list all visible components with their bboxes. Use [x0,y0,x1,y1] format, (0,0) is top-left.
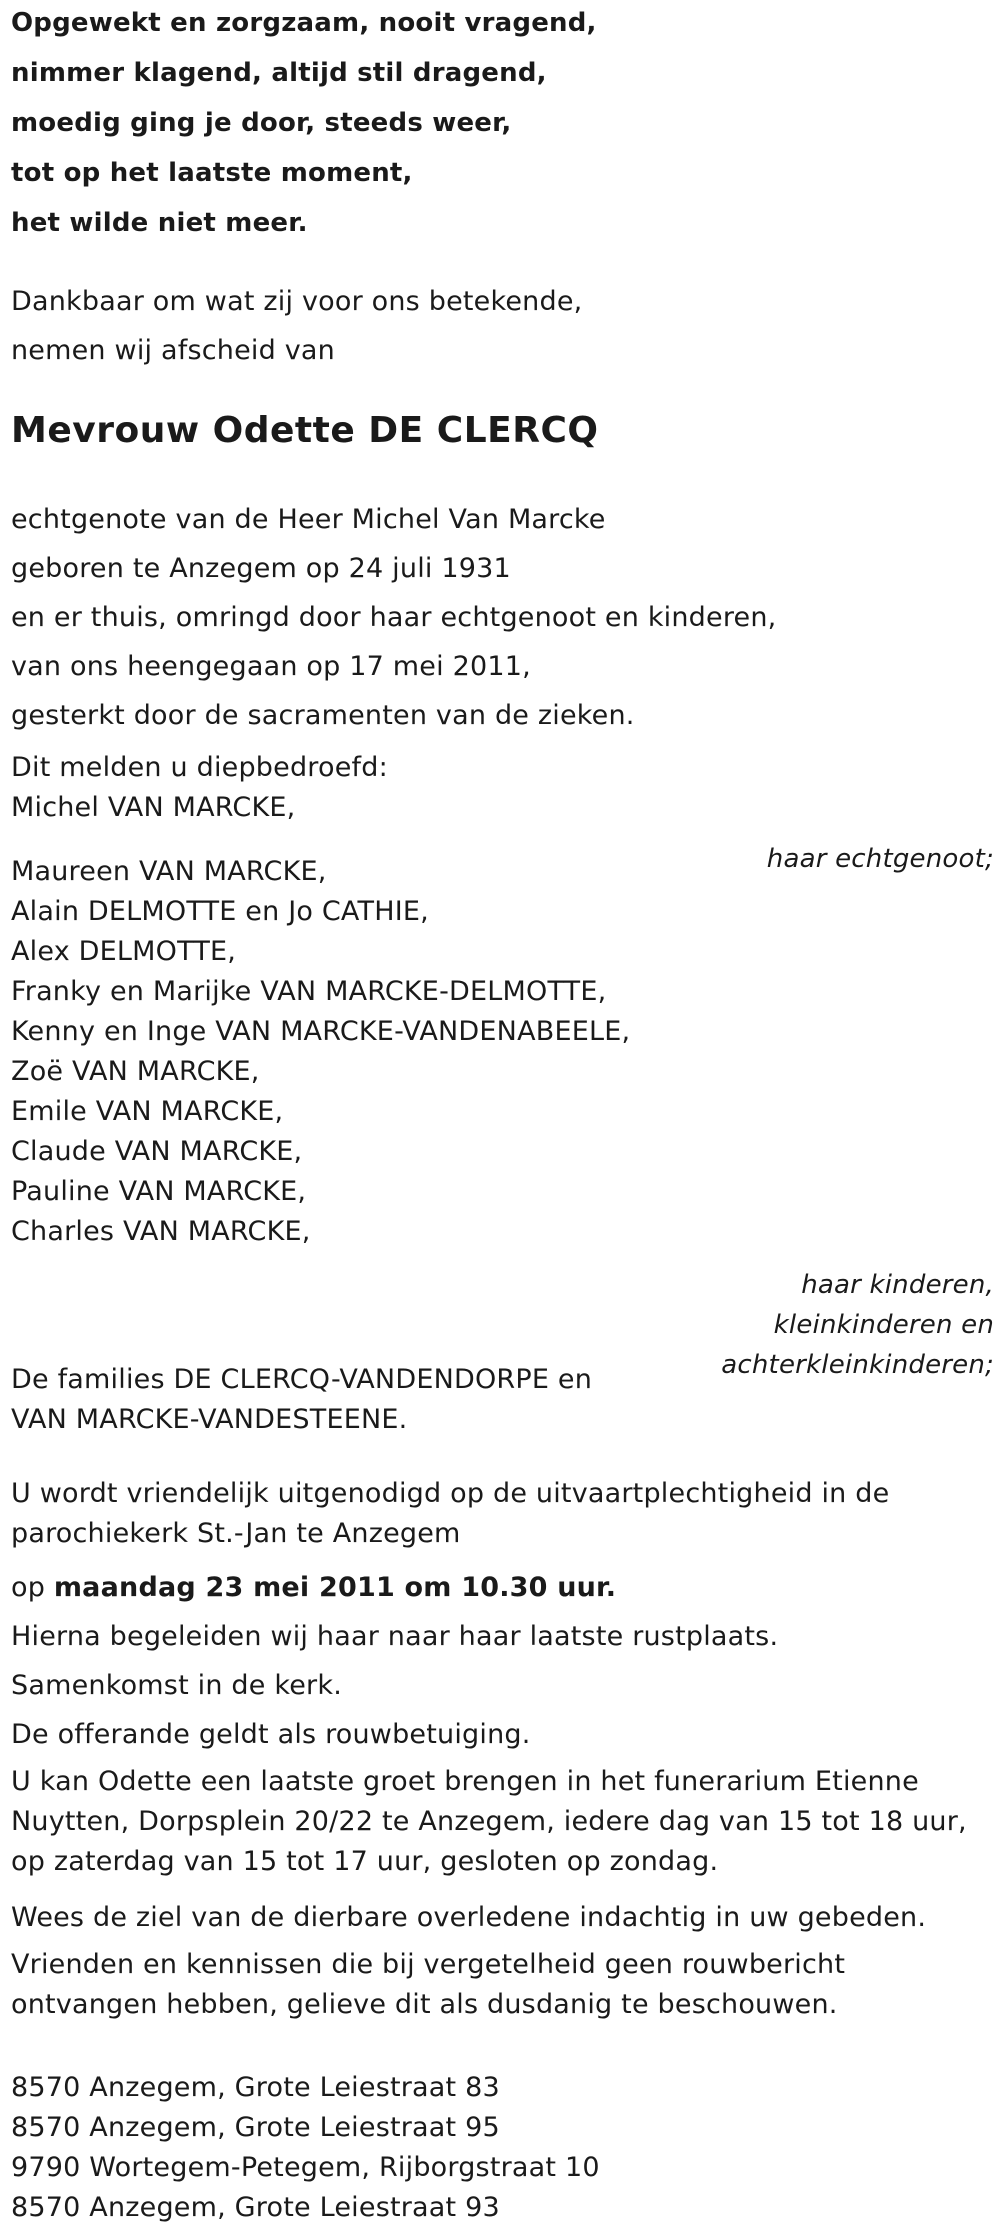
family-member: Alain DELMOTTE en Jo CATHIE, [11,896,429,927]
family-role: kleinkinderen en [773,1310,994,1340]
family-member: Alex DELMOTTE, [11,936,237,967]
families-line: De families DE CLERCQ-VANDENDORPE en [11,1364,593,1395]
ceremony-funeral-home: U kan Odette een laatste groet brengen in het funerarium Etienne Nuytten, Dorpsplein 20/22 te Anzegem, iedere dag van 15 tot 18 uur, op zaterdag van 15 tot 17 uur, gesloten op zondag. [11,1766,967,1877]
ceremony-date-prefix: op [11,1572,54,1603]
ceremony-burial: Hierna begeleiden wij haar naar haar laatste rustplaats. [11,1621,779,1652]
address-line: 8570 Anzegem, Grote Leiestraat 93 [11,2192,500,2223]
family-member: Franky en Marijke VAN MARCKE-DELMOTTE, [11,976,607,1007]
families-line: VAN MARCKE-VANDESTEENE. [11,1404,408,1435]
family-member: Claude VAN MARCKE, [11,1136,303,1167]
ceremony-notice: Vrienden en kennissen die bij vergetelheid geen rouwbericht ontvangen hebben, gelieve dit als dusdanig te beschouwen. [11,1949,846,2020]
announcers-heading: Dit melden u diepbedroefd: [11,752,388,783]
ceremony-offering: De offerande geldt als rouwbetuiging. [11,1719,531,1750]
poem-line: Opgewekt en zorgzaam, nooit vragend, [11,8,597,38]
detail-line: van ons heengegaan op 17 mei 2011, [11,651,531,682]
spouse-name: Michel VAN MARCKE, [11,792,296,823]
family-member: Charles VAN MARCKE, [11,1216,311,1247]
intro-line: Dankbaar om wat zij voor ons betekende, [11,286,583,317]
ceremony-gathering: Samenkomst in de kerk. [11,1670,342,1701]
family-member: Kenny en Inge VAN MARCKE-VANDENABEELE, [11,1016,631,1047]
ceremony-invitation: U wordt vriendelijk uitgenodigd op de uitvaartplechtigheid in de parochiekerk St.-Jan te Anzegem [11,1478,890,1549]
family-member: Zoë VAN MARCKE, [11,1056,260,1087]
poem-line: tot op het laatste moment, [11,158,413,188]
family-member: Emile VAN MARCKE, [11,1096,284,1127]
family-role: haar kinderen, [801,1270,994,1300]
address-line: 9790 Wortegem-Petegem, Rijborgstraat 10 [11,2152,600,2183]
address-line: 8570 Anzegem, Grote Leiestraat 95 [11,2112,500,2143]
ceremony-date [11,1572,616,1603]
spouse-role: haar echtgenoot; [766,844,994,874]
family-member: Pauline VAN MARCKE, [11,1176,307,1207]
poem-line: nimmer klagend, altijd stil dragend, [11,58,547,88]
poem-line: moedig ging je door, steeds weer, [11,108,512,138]
deceased-name: Mevrouw Odette DE CLERCQ [11,410,599,451]
ceremony-date-bold: maandag 23 mei 2011 om 10.30 uur. [53,1572,617,1603]
address-line: 8570 Anzegem, Grote Leiestraat 83 [11,2072,500,2103]
family-member: Maureen VAN MARCKE, [11,856,327,887]
detail-line: geboren te Anzegem op 24 juli 1931 [11,553,511,584]
detail-line: en er thuis, omringd door haar echtgenoot en kinderen, [11,602,777,633]
intro-line: nemen wij afscheid van [11,335,335,366]
poem-line: het wilde niet meer. [11,208,308,238]
detail-line: gesterkt door de sacramenten van de zieken. [11,700,635,731]
family-role: achterkleinkinderen; [721,1350,994,1380]
detail-line: echtgenote van de Heer Michel Van Marcke [11,504,606,535]
ceremony-prayers: Wees de ziel van de dierbare overledene indachtig in uw gebeden. [11,1902,927,1933]
